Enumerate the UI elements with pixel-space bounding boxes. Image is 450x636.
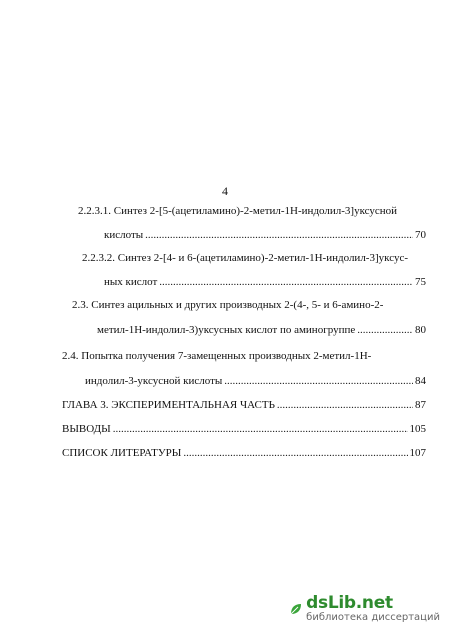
toc-entry-4-continuation: индолил-3-уксусной кислоты <box>85 375 223 387</box>
toc-entry-1-continuation: кислоты <box>104 229 144 241</box>
toc-entry-1-page: 70 <box>415 229 426 241</box>
toc-entry-2-title: 2.2.3.2. Синтез 2-[4- и 6-(ацетиламино)-2-метил-1Н-индолил-3]уксус- <box>82 252 408 264</box>
page-number: 4 <box>222 184 228 198</box>
toc-entry-3-page: 80 <box>415 324 426 336</box>
dslib-watermark[interactable] <box>289 594 440 623</box>
toc-entry-5[interactable] <box>62 399 426 412</box>
toc-entry-1-title: 2.2.3.1. Синтез 2-[5-(ацетиламино)-2-метил-1Н-индолил-3]уксусной <box>78 205 398 217</box>
leaf-icon <box>289 602 303 616</box>
toc-entry-4-title: 2.4. Попытка получения 7-замещенных производных 2-метил-1Н- <box>62 350 372 362</box>
leader-dots <box>183 447 407 460</box>
leader-dots <box>277 399 413 412</box>
leader-dots <box>113 423 408 436</box>
toc-entry-3[interactable] <box>97 324 426 337</box>
toc-entry-7[interactable] <box>62 447 426 460</box>
toc-entry-4-page: 84 <box>415 375 426 387</box>
toc-entry-5-title: ГЛАВА 3. ЭКСПЕРИМЕНТАЛЬНАЯ ЧАСТЬ <box>62 399 275 411</box>
toc-entry-6[interactable] <box>62 423 426 436</box>
toc-entry-7-page: 107 <box>409 447 426 459</box>
toc-entry-1[interactable] <box>104 229 426 242</box>
watermark-subtitle: библиотека диссертаций <box>306 612 440 623</box>
watermark-title: dsLib.net <box>306 593 393 613</box>
toc-entry-7-title: СПИСОК ЛИТЕРАТУРЫ <box>62 447 182 459</box>
toc-entry-6-page: 105 <box>409 423 426 435</box>
toc-entry-2-continuation: ных кислот <box>104 276 158 288</box>
leader-dots <box>145 229 413 242</box>
toc-entry-3-title: 2.3. Синтез ацильных и других производных 2-(4-, 5- и 6-амино-2- <box>72 299 384 311</box>
toc-entry-4[interactable] <box>85 375 426 388</box>
leader-dots <box>224 375 413 388</box>
toc-entry-2[interactable] <box>104 276 426 289</box>
toc-entry-6-title: ВЫВОДЫ <box>62 423 111 435</box>
leader-dots <box>159 276 413 289</box>
toc-entry-2-page: 75 <box>415 276 426 288</box>
toc-entry-5-page: 87 <box>415 399 426 411</box>
toc-entry-3-continuation: метил-1Н-индолил-3)уксусных кислот по аминогруппе <box>97 324 356 336</box>
leader-dots <box>357 324 413 337</box>
